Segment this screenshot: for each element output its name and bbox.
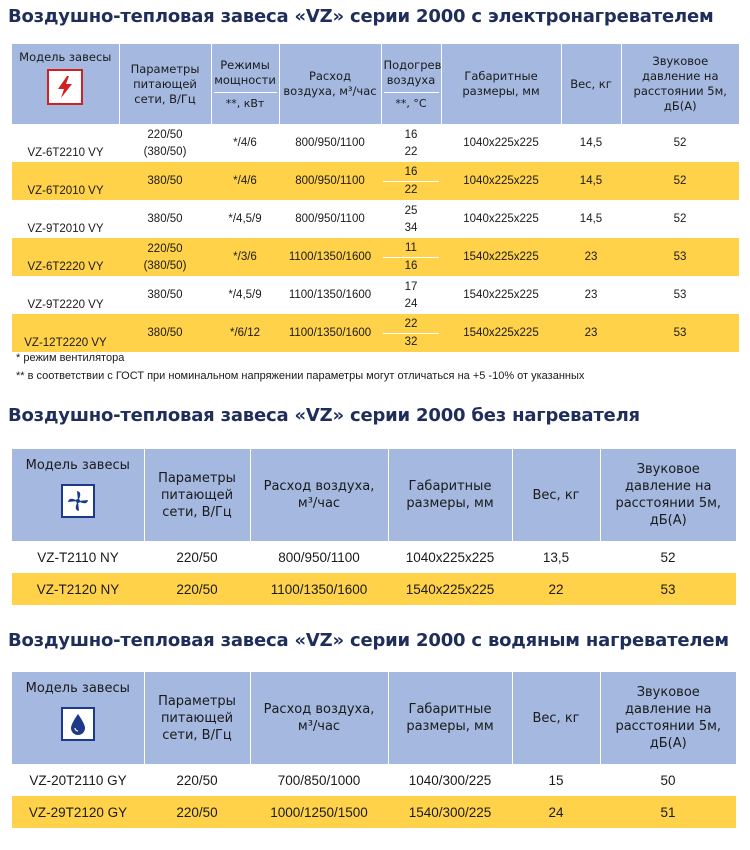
- col-weight: Вес, кг: [512, 672, 600, 764]
- airflow-cell: 1100/1350/1600: [279, 314, 381, 352]
- power-cell-line: 380/50: [147, 213, 183, 225]
- col-model-label: Модель завесы: [25, 681, 130, 696]
- power-cell-line: (380/50): [143, 145, 187, 158]
- col-model: [12, 44, 119, 124]
- airflow-cell: 800/950/1100: [278, 549, 360, 565]
- col-power: Параметры питающей сети, В/Гц: [144, 449, 250, 541]
- heat-cell-line: 16: [383, 257, 439, 275]
- power-cell: [119, 200, 211, 238]
- table-row: [12, 314, 739, 352]
- sound-cell: 52: [673, 213, 687, 225]
- col-sound: Звуковое давление на расстоянии 5м, дБ(А): [600, 449, 736, 541]
- power-cell: [119, 314, 211, 352]
- dims-cell: 1540x225x225: [463, 289, 539, 301]
- power-cell-line: 220/50: [147, 128, 183, 141]
- weight-cell: 23: [561, 238, 621, 276]
- heat-cell: [381, 314, 441, 352]
- airflow-cell: 700/850/1000: [277, 772, 361, 788]
- col-dims: Габаритные размеры, мм: [388, 449, 512, 541]
- power-cell-line: 380/50: [147, 289, 183, 301]
- model-cell: VZ-12T2220 VY: [12, 314, 119, 352]
- weight-cell: 22: [512, 573, 600, 605]
- table-row: [12, 573, 736, 605]
- sound-cell: 51: [600, 796, 736, 828]
- table-row: [12, 796, 736, 828]
- water-drop-icon: [61, 707, 95, 741]
- no-heater-table: [12, 449, 736, 605]
- electric-hazard-icon: [47, 69, 83, 105]
- sound-cell: 53: [600, 573, 736, 605]
- sound-cell: 52: [673, 137, 687, 149]
- col-airflow: Расход воздуха, м³/час: [250, 449, 388, 541]
- footnote-gost: ** в соответствии с ГОСТ при номинальном напряжении параметры могут отличаться на +5 -10% от указанных: [16, 370, 585, 382]
- model-cell: VZ-9T2010 VY: [27, 223, 104, 235]
- section1-title: Воздушно-тепловая завеса «VZ» серии 2000 с электронагревателем: [8, 6, 714, 27]
- model-cell: VZ-6T2220 VY: [12, 238, 119, 276]
- heat-cell: [381, 162, 441, 200]
- heat-cell-line: 22: [404, 318, 418, 330]
- power-cell: 220/50: [176, 772, 218, 788]
- model-cell: VZ-6T2010 VY: [12, 162, 119, 200]
- dims-cell: 1540x225x225: [441, 314, 561, 352]
- sound-cell: 52: [621, 162, 739, 200]
- model-cell: VZ-6T2210 VY: [27, 147, 104, 159]
- heat-cell-line: 32: [383, 333, 439, 351]
- footnote-fan-mode: * режим вентилятора: [16, 352, 125, 364]
- modes-cell: */6/12: [211, 314, 279, 352]
- dims-cell: 1540/300/225: [388, 796, 512, 828]
- model-cell: VZ-T2120 NY: [12, 573, 144, 605]
- dims-cell: 1040x225x225: [441, 162, 561, 200]
- heat-cell-line: 11: [405, 242, 417, 254]
- model-cell: VZ-20T2110 GY: [29, 772, 127, 788]
- heat-cell-line: 34: [404, 221, 418, 234]
- dims-cell: 1040x225x225: [463, 213, 539, 225]
- modes-cell: */3/6: [211, 238, 279, 276]
- heat-cell: [381, 276, 441, 314]
- heat-cell-line: 16: [404, 128, 418, 141]
- col-heat-unit: **, °С: [384, 92, 439, 111]
- section3-title: Воздушно-тепловая завеса «VZ» серии 2000 с водяным нагревателем: [8, 630, 729, 651]
- col-airflow: Расход воздуха, м³/час: [250, 672, 388, 764]
- table-row: [12, 276, 739, 314]
- table-row: [12, 162, 739, 200]
- dims-cell: 1040x225x225: [405, 549, 495, 565]
- col-modes: [211, 44, 279, 124]
- table-row: [12, 764, 736, 796]
- col-airflow: Расход воздуха, м³/час: [279, 44, 381, 124]
- col-model: [12, 672, 144, 764]
- sound-cell: 53: [621, 314, 739, 352]
- dims-cell: 1040/300/225: [408, 772, 492, 788]
- model-cell: VZ-T2110 NY: [37, 549, 119, 565]
- col-model-label: Модель завесы: [19, 50, 112, 64]
- power-cell: 220/50: [176, 549, 218, 565]
- col-model-label: Модель завесы: [25, 458, 130, 473]
- weight-cell: 24: [512, 796, 600, 828]
- modes-cell: */4/6: [233, 137, 257, 149]
- modes-cell: */4/6: [211, 162, 279, 200]
- col-modes-label: Режимы мощности: [214, 57, 276, 87]
- power-cell-line: 380/50: [147, 327, 183, 339]
- fan-icon: [61, 484, 95, 518]
- weight-cell: 14,5: [561, 162, 621, 200]
- modes-cell: */4,5/9: [228, 289, 262, 301]
- heat-cell-line: 25: [404, 204, 418, 217]
- weight-cell: 15: [548, 772, 564, 788]
- airflow-cell: 1000/1250/1500: [250, 796, 388, 828]
- col-heat: [381, 44, 441, 124]
- power-cell: [119, 276, 211, 314]
- sound-cell: 52: [660, 549, 676, 565]
- col-weight: Вес, кг: [512, 449, 600, 541]
- heat-cell-line: 22: [404, 145, 418, 158]
- airflow-cell: 1100/1350/1600: [288, 289, 372, 301]
- sound-cell: 53: [673, 289, 687, 301]
- weight-cell: 23: [584, 289, 598, 301]
- col-weight: Вес, кг: [561, 44, 621, 124]
- model-cell: VZ-29T2120 GY: [12, 796, 144, 828]
- airflow-cell: 800/950/1100: [279, 162, 381, 200]
- col-heat-label: Подогрев воздуха: [383, 57, 442, 87]
- dims-cell: 1540x225x225: [441, 238, 561, 276]
- heat-cell: [381, 238, 441, 276]
- weight-cell: 13,5: [542, 549, 570, 565]
- table-row: [12, 238, 739, 276]
- dims-cell: 1540x225x225: [388, 573, 512, 605]
- modes-cell: */4,5/9: [228, 213, 262, 225]
- table-row: [12, 200, 739, 238]
- power-cell: 220/50: [144, 573, 250, 605]
- sound-cell: 53: [621, 238, 739, 276]
- col-sound: Звуковое давление на расстоянии 5м, дБ(А): [600, 672, 736, 764]
- heat-cell-line: 16: [404, 166, 418, 178]
- power-cell: [119, 238, 211, 276]
- col-sound: Звуковое давление на расстоянии 5м, дБ(А): [621, 44, 739, 124]
- sound-cell: 50: [660, 772, 676, 788]
- airflow-cell: 800/950/1100: [295, 213, 365, 225]
- power-cell-line: 380/50: [147, 175, 183, 187]
- section2-title: Воздушно-тепловая завеса «VZ» серии 2000 без нагревателя: [8, 405, 640, 426]
- col-power: Параметры питающей сети, В/Гц: [144, 672, 250, 764]
- heat-cell-line: 24: [404, 297, 418, 310]
- heat-cell-line: 22: [383, 181, 439, 199]
- heat-cell: [381, 200, 441, 238]
- col-dims: Габаритные размеры, мм: [441, 44, 561, 124]
- power-cell: 220/50: [144, 796, 250, 828]
- model-cell: VZ-9T2220 VY: [27, 299, 104, 311]
- table-row: [12, 124, 739, 162]
- airflow-cell: 800/950/1100: [295, 137, 365, 149]
- dims-cell: 1040x225x225: [463, 137, 539, 149]
- power-cell: [119, 162, 211, 200]
- col-power: Параметры питающей сети, В/Гц: [119, 44, 211, 124]
- weight-cell: 14,5: [579, 213, 603, 225]
- weight-cell: 14,5: [579, 137, 603, 149]
- electric-heater-table: [12, 44, 739, 352]
- col-model: [12, 449, 144, 541]
- airflow-cell: 1100/1350/1600: [250, 573, 388, 605]
- power-cell-line: (380/50): [143, 259, 187, 272]
- weight-cell: 23: [561, 314, 621, 352]
- power-cell-line: 220/50: [147, 242, 183, 255]
- heat-cell-line: 17: [404, 280, 418, 293]
- col-modes-unit: **, кВт: [214, 92, 277, 111]
- col-dims: Габаритные размеры, мм: [388, 672, 512, 764]
- power-cell: [119, 124, 211, 162]
- airflow-cell: 1100/1350/1600: [279, 238, 381, 276]
- table-row: [12, 541, 736, 573]
- water-heater-table: [12, 672, 736, 828]
- heat-cell: [381, 124, 441, 162]
